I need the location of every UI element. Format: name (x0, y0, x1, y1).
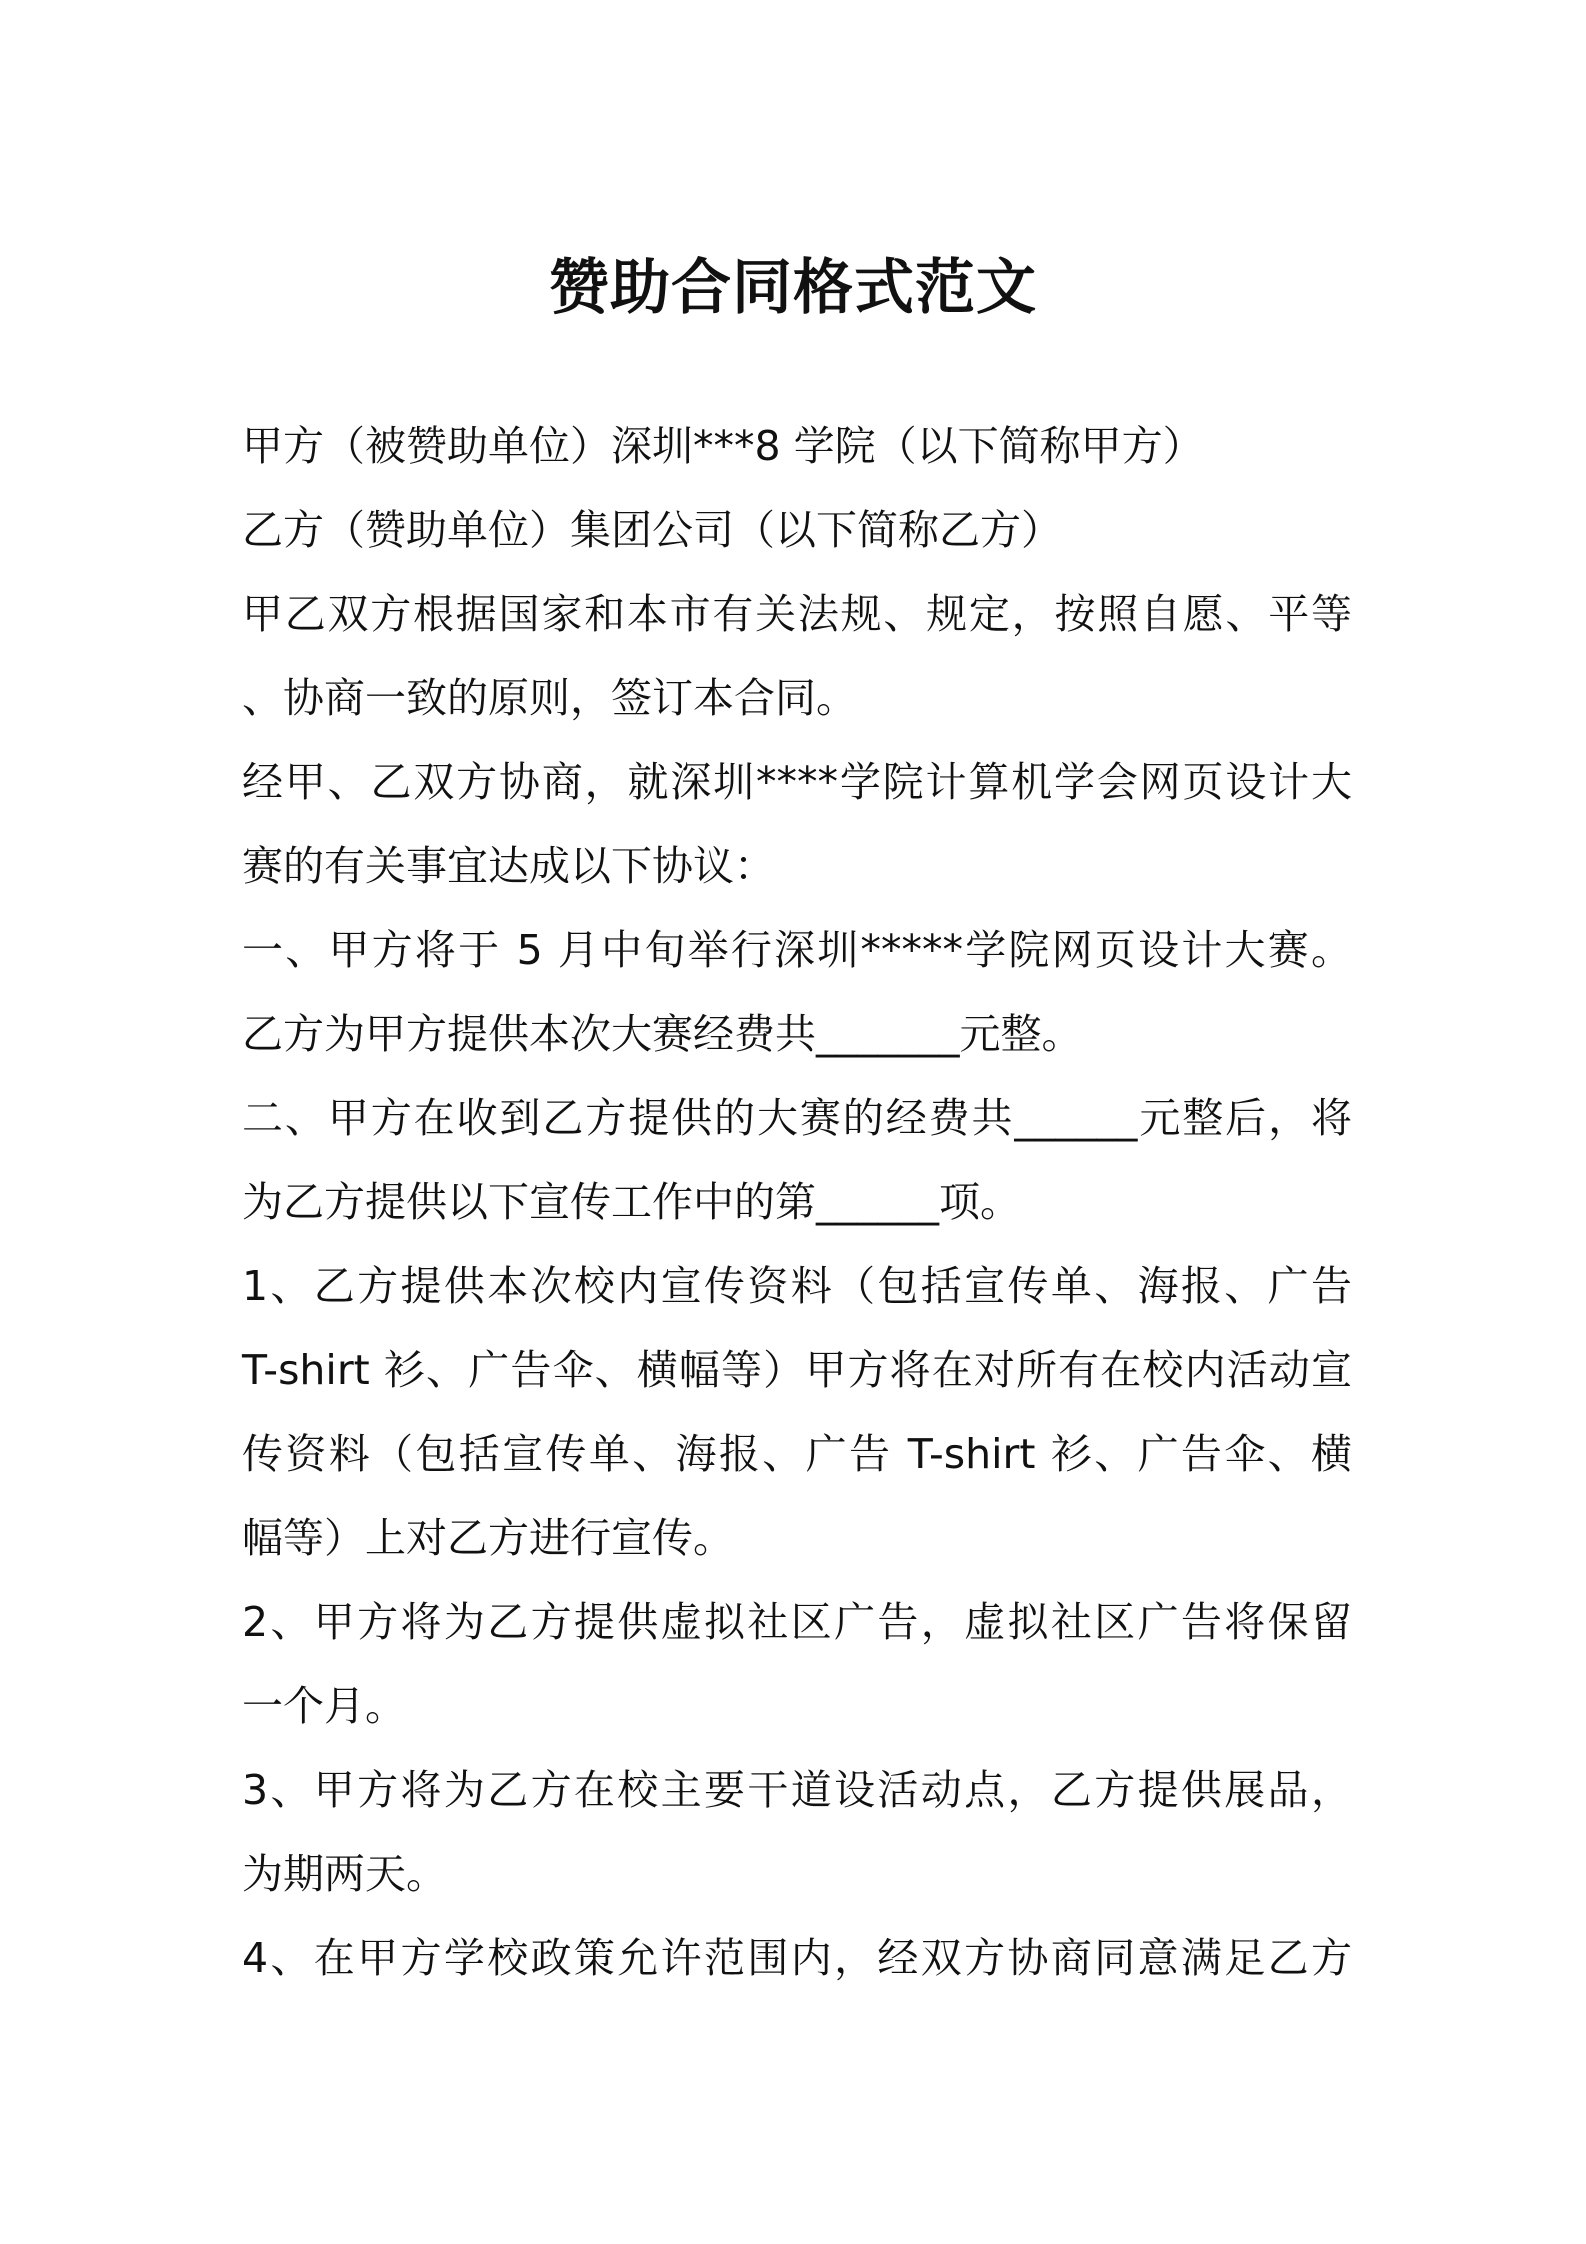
body-line: 甲方（被赞助单位）深圳***8 学院（以下简称甲方） (242, 422, 1204, 470)
body-line: 经甲、乙双方协商，就深圳****学院计算机学会网页设计大 (242, 758, 1352, 806)
document-title: 赞助合同格式范文 (549, 253, 1037, 323)
document-body (242, 404, 1352, 2000)
body-line: 幅等）上对乙方进行宣传。 (242, 1514, 734, 1562)
body-line: 为乙方提供以下宣传工作中的第______项。 (242, 1178, 1021, 1226)
body-line: 1、乙方提供本次校内宣传资料（包括宣传单、海报、广告 (242, 1262, 1352, 1310)
body-line: 甲乙双方根据国家和本市有关法规、规定，按照自愿、平等 (242, 590, 1352, 638)
body-line: 乙方（赞助单位）集团公司（以下简称乙方） (242, 506, 1062, 554)
body-line: 传资料（包括宣传单、海报、广告 T-shirt 衫、广告伞、横 (242, 1430, 1352, 1478)
body-line: T-shirt 衫、广告伞、横幅等）甲方将在对所有在校内活动宣 (242, 1346, 1352, 1394)
body-line: 一、甲方将于 5 月中旬举行深圳*****学院网页设计大赛。 (242, 926, 1352, 974)
body-line: 为期两天。 (242, 1850, 447, 1898)
body-line: 乙方为甲方提供本次大赛经费共_______元整。 (242, 1010, 1083, 1058)
body-line: 赛的有关事宜达成以下协议： (242, 842, 775, 890)
body-line: 、协商一致的原则，签订本合同。 (242, 674, 857, 722)
body-line: 二、甲方在收到乙方提供的大赛的经费共______元整后，将 (242, 1094, 1352, 1142)
body-line: 2、甲方将为乙方提供虚拟社区广告，虚拟社区广告将保留 (242, 1598, 1352, 1646)
body-line: 4、在甲方学校政策允许范围内，经双方协商同意满足乙方 (242, 1934, 1352, 1982)
body-line: 3、甲方将为乙方在校主要干道设活动点，乙方提供展品， (242, 1766, 1352, 1814)
body-line: 一个月。 (242, 1682, 406, 1730)
